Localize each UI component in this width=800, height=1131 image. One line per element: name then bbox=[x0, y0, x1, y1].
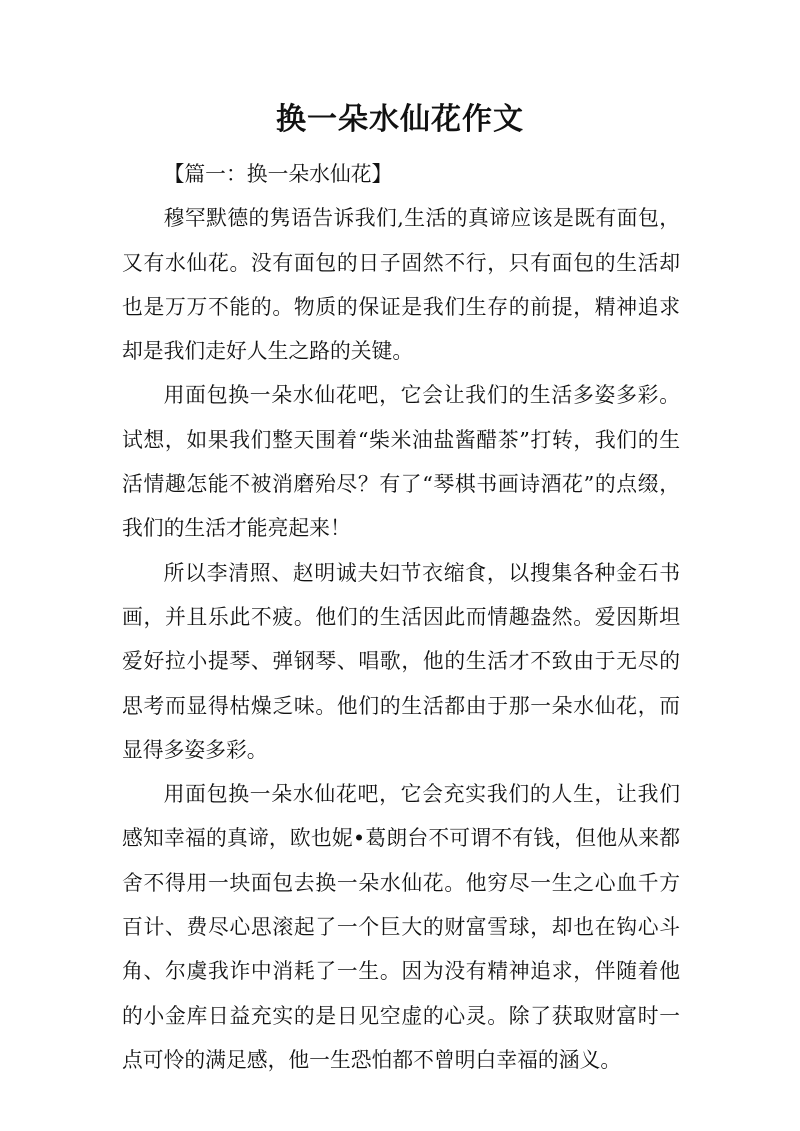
paragraph-1: 穆罕默德的隽语告诉我们,生活的真谛应该是既有面包，又有水仙花。没有面包的日子固然不行，只有面包的生活却也是万万不能的。物质的保证是我们生存的前提，精神追求却是我们走好人生之路的关键。 bbox=[122, 206, 680, 364]
paragraph-2: 用面包换一朵水仙花吧，它会让我们的生活多姿多彩。试想，如果我们整天围着“柴米油盐酱醋茶”打转，我们的生活情趣怎能不被消磨殆尽？有了“琴棋书画诗酒花”的点缀，我们的生活才能亮起来！ bbox=[122, 383, 680, 541]
document-body bbox=[122, 152, 680, 1082]
document-title: 换一朵水仙花作文 bbox=[276, 102, 524, 137]
paragraph-4: 用面包换一朵水仙花吧，它会充实我们的人生，让我们感知幸福的真谛，欧也妮•葛朗台不可谓不有钱，但他从来都舍不得用一块面包去换一朵水仙花。他穷尽一生之心血千方百计、费尽心思滚起了一个巨大的财富雪球，却也在钩心斗角、尔虞我诈中消耗了一生。因为没有精神追求，伴随着他的小金库日益充实的是日见空虚的心灵。除了获取财富时一点可怜的满足感，他一生恐怕都不曾明白幸福的涵义。 bbox=[122, 782, 680, 1072]
paragraph-3: 所以李清照、赵明诚夫妇节衣缩食，以搜集各种金石书画，并且乐此不疲。他们的生活因此而情趣盎然。爱因斯坦爱好拉小提琴、弹钢琴、唱歌，他的生活才不致由于无尽的思考而显得枯燥乏味。他们的生活都由于那一朵水仙花，而显得多姿多彩。 bbox=[122, 560, 680, 762]
section-heading: 【篇一：换一朵水仙花】 bbox=[163, 162, 393, 186]
